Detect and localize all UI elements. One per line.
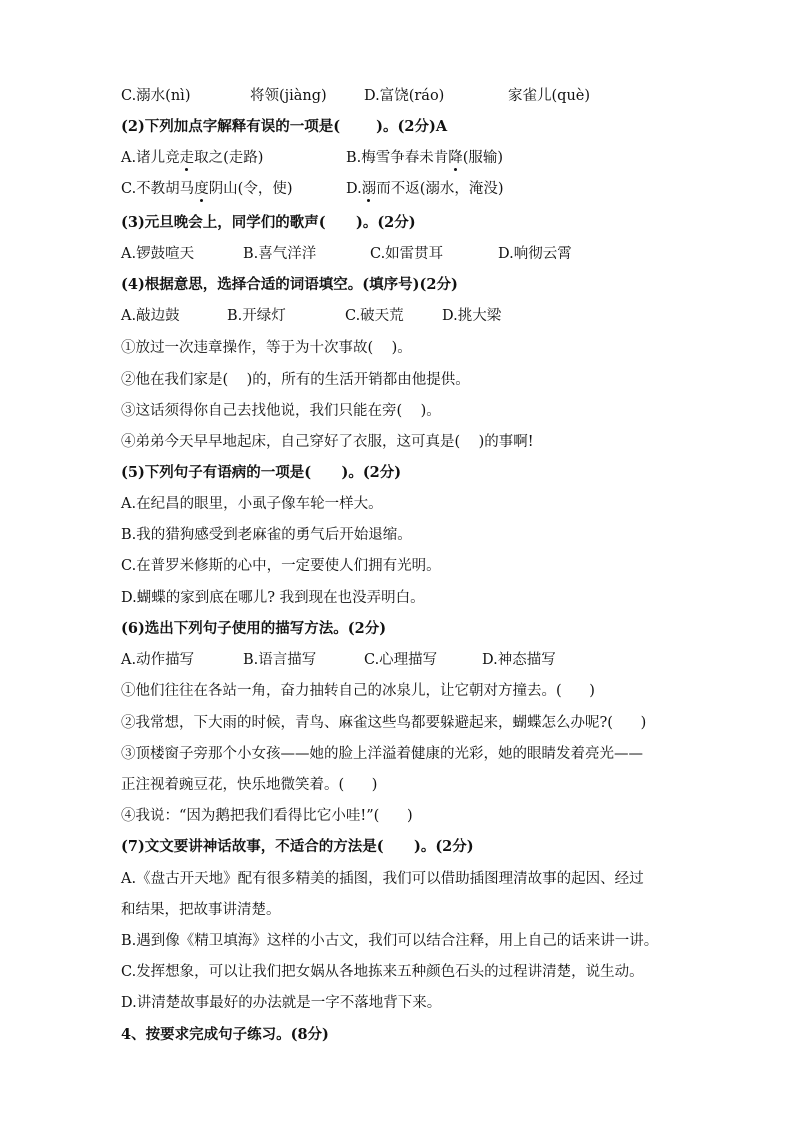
q4-option-a: A.敲边鼓 xyxy=(121,308,180,324)
option-c-pinyin: C.溺水(nì) xyxy=(121,88,191,104)
option-d-pinyin-2: 家雀儿(què) xyxy=(508,88,591,104)
q6-option-c: C.心理描写 xyxy=(364,652,438,668)
section-4-title: 4、按要求完成句子练习。(8分) xyxy=(121,1026,329,1043)
q6-option-a: A.动作描写 xyxy=(121,652,195,668)
question-6-stem: (6)选出下列句子使用的描写方法。(2分) xyxy=(121,620,387,637)
q4-sentence-1: ①放过一次违章操作，等于为十次事故( )。 xyxy=(121,340,412,356)
q4-sentence-4: ④弟弟今天早早地起床，自己穿好了衣服，这可真是( )的事啊! xyxy=(121,434,534,450)
q5-option-b: B.我的猎狗感受到老麻雀的勇气后开始退缩。 xyxy=(121,527,412,543)
q4-sentence-3: ③这话须得你自己去找他说，我们只能在旁( )。 xyxy=(121,403,441,419)
q7-option-a-line1: A.《盘古开天地》配有很多精美的插图，我们可以借助插图理清故事的起因、经过 xyxy=(121,871,644,887)
q7-option-d: D.讲清楚故事最好的办法就是一字不落地背下来。 xyxy=(121,995,442,1011)
q4-sentence-2: ②他在我们家是( )的，所有的生活开销都由他提供。 xyxy=(121,372,470,388)
q5-option-a: A.在纪昌的眼里，小虱子像车轮一样大。 xyxy=(121,496,383,512)
q3-option-b: B.喜气洋洋 xyxy=(243,246,317,262)
q4-option-d: D.挑大梁 xyxy=(442,308,502,324)
q2-option-a: A.诸儿竞走取之(走路) xyxy=(121,150,264,166)
q6-sentence-4: ④我说：“因为鹅把我们看得比它小哇!”( ) xyxy=(121,808,413,824)
q3-option-d: D.响彻云霄 xyxy=(498,246,572,262)
option-d-pinyin: D.富饶(ráo) xyxy=(364,88,445,104)
q4-option-c: C.破天荒 xyxy=(345,308,404,324)
q2-option-d: D.溺而不返(溺水，淹没) xyxy=(346,181,504,197)
q6-sentence-3a: ③顶楼窗子旁那个小女孩——她的脸上洋溢着健康的光彩，她的眼睛发着亮光—— xyxy=(121,746,643,762)
q5-option-d: D.蝴蝶的家到底在哪儿? 我到现在也没弄明白。 xyxy=(121,590,425,606)
option-c-pinyin-2: 将领(jiàng) xyxy=(250,88,327,104)
question-7-stem: (7)文文要讲神话故事，不适合的方法是( )。(2分) xyxy=(121,838,474,855)
q3-option-c: C.如雷贯耳 xyxy=(370,246,444,262)
q6-option-d: D.神态描写 xyxy=(482,652,556,668)
question-3-stem: (3)元旦晚会上，同学们的歌声( )。(2分) xyxy=(121,214,416,231)
q6-sentence-3b: 正注视着豌豆花，快乐地微笑着。( ) xyxy=(121,777,378,793)
question-4-stem: (4)根据意思，选择合适的词语填空。(填序号)(2分) xyxy=(121,276,458,293)
q4-option-b: B.开绿灯 xyxy=(227,308,286,324)
q2-option-b: B.梅雪争春未肯降(服输) xyxy=(346,150,504,166)
q7-option-a-line2: 和结果，把故事讲清楚。 xyxy=(121,902,281,918)
q6-option-b: B.语言描写 xyxy=(243,652,317,668)
question-5-stem: (5)下列句子有语病的一项是( )。(2分) xyxy=(121,464,402,481)
q3-option-a: A.锣鼓喧天 xyxy=(121,246,195,262)
q5-option-c: C.在普罗米修斯的心中，一定要使人们拥有光明。 xyxy=(121,558,441,574)
q6-sentence-1: ①他们往往在各站一角，奋力抽转自己的冰泉儿，让它朝对方撞去。( ) xyxy=(121,683,595,699)
q7-option-c: C.发挥想象，可以让我们把女娲从各地拣来五种颜色石头的过程讲清楚，说生动。 xyxy=(121,964,644,980)
q6-sentence-2: ②我常想，下大雨的时候，青鸟、麻雀这些鸟都要躲避起来，蝴蝶怎么办呢?( ) xyxy=(121,715,647,731)
question-2-stem: (2)下列加点字解释有误的一项是( )。(2分)A xyxy=(121,118,448,135)
q7-option-b: B.遇到像《精卫填海》这样的小古文，我们可以结合注释，用上自己的话来讲一讲。 xyxy=(121,933,659,949)
q2-option-c: C.不教胡马度阴山(令，使) xyxy=(121,181,293,197)
